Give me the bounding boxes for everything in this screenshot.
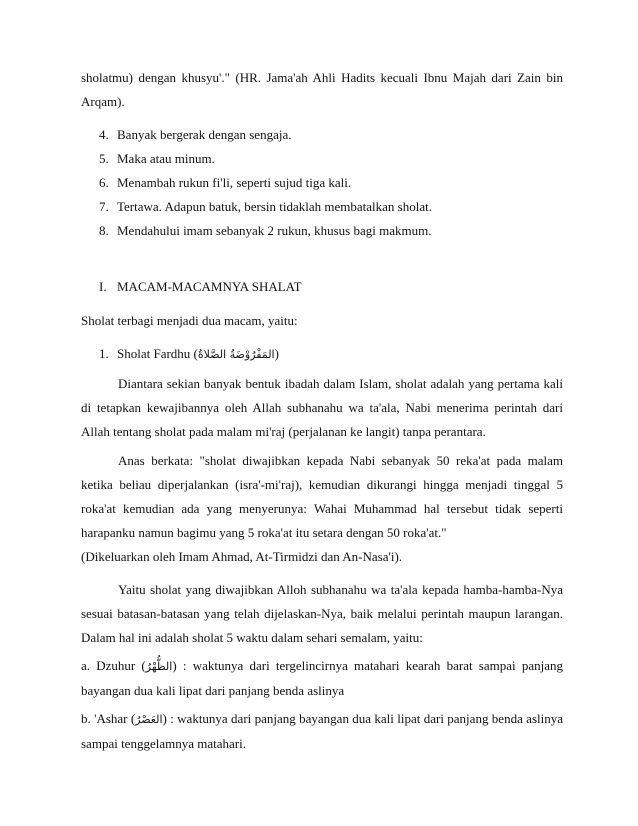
numbered-list — [99, 123, 559, 243]
arabic-term: الظُّهْرُ — [145, 660, 173, 673]
paragraph-3: Yaitu sholat yang diwajibkan Alloh subhanahu wa ta'ala kepada hamba-hamba-Nya sesuai batasan-batasan yang telah dijelaskan-Nya, baik melalui perintah maupun larangan. Dalam hal ini adalah sholat 5 waktu dalam sehari semalam, yaitu: — [81, 582, 563, 645]
arabic-term: العَصْرُ — [135, 713, 163, 726]
paragraph-2: Anas berkata: "sholat diwajibkan kepada Nabi sebanyak 50 reka'at pada malam ketika beliau diperjalankan (isra'-mi'raj), kemudian dikurangi hingga menjadi tinggal 5 roka'at kemudian ada yang menyerunya: Wahai Muhammad hal tersebut tidak seperti harapanku namun bagimu yang 5 roka'at itu setara dengan 50 roka'at." — [81, 453, 563, 540]
arabic-term: المَفْرُوْضَةُ الصَّلاةُ — [197, 348, 275, 361]
paragraph-1: Diantara sekian banyak bentuk ibadah dalam Islam, sholat adalah yang pertama kali di tetapkan kewajibannya oleh Allah subhanahu wa ta'ala, Nabi menerima perintah dari Allah tentang sholat pada malam mi'raj (perjalanan ke langit) tanpa perantara. — [81, 376, 563, 439]
list-item: 5. Maka atau minum. — [99, 151, 215, 166]
list-item: 4. Banyak bergerak dengan sengaja. — [99, 127, 292, 142]
item-dzuhur: a. Dzuhur (الظُّهْرُ) : waktunya dari tergelincirnya matahari kearah barat sampai panjang bayangan dua kali lipat dari panjang benda aslinya — [81, 658, 563, 698]
subheading-sholat-fardhu: 1. Sholat Fardhu (المَفْرُوْضَةُ الصَّلاةُ) — [99, 346, 279, 361]
intro-paragraph: sholatmu) dengan khusyu'." (HR. Jama'ah Ahli Hadits kecuali Ibnu Majah dari Zain bin Arqam). — [81, 70, 563, 109]
section-intro: Sholat terbagi menjadi dua macam, yaitu: — [81, 313, 298, 328]
list-item: 6. Menambah rukun fi'li, seperti sujud tiga kali. — [99, 175, 352, 190]
list-item: 8. Mendahului imam sebanyak 2 rukun, khusus bagi makmum. — [99, 223, 432, 238]
citation: (Dikeluarkan oleh Imam Ahmad, At-Tirmidzi dan An-Nasa'i). — [81, 549, 403, 564]
item-ashar: b. 'Ashar (العَصْرُ) : waktunya dari panjang bayangan dua kali lipat dari panjang benda aslinya sampai tenggelamnya matahari. — [81, 711, 564, 751]
list-item: 7. Tertawa. Adapun batuk, bersin tidaklah membatalkan sholat. — [99, 199, 432, 214]
section-heading: I. MACAM-MACAMNYA SHALAT — [99, 279, 302, 294]
